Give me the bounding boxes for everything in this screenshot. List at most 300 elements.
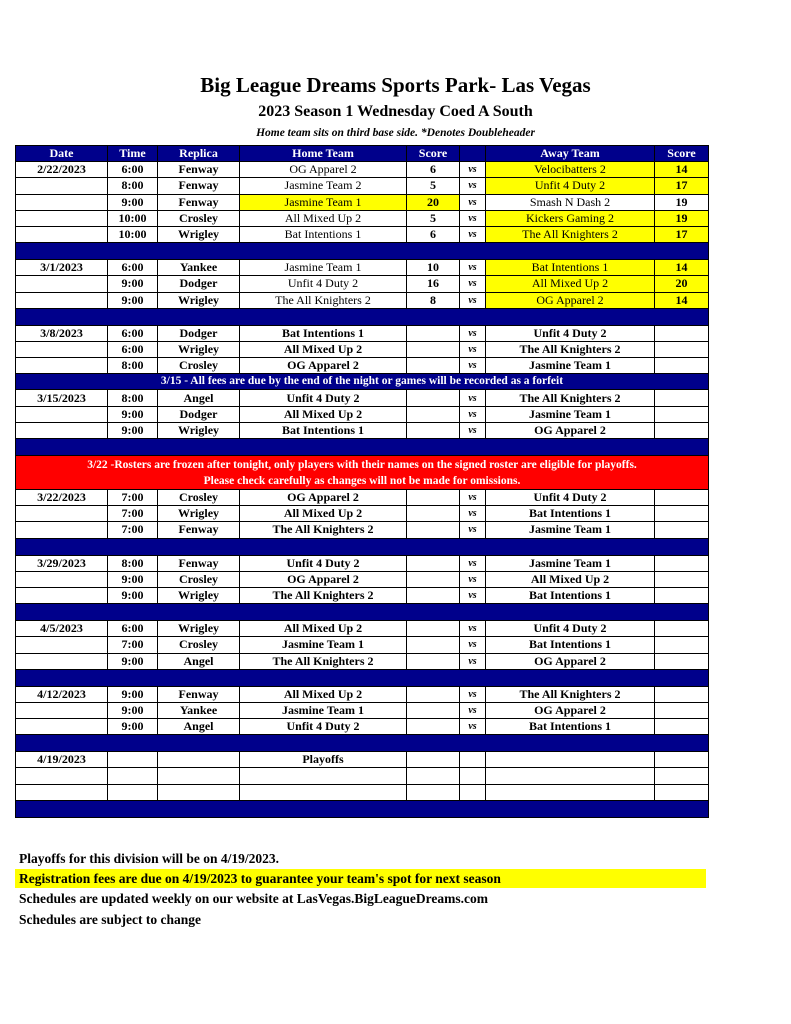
home-team: All Mixed Up 2: [240, 406, 407, 422]
blank-home: [240, 768, 407, 784]
game-time: 9:00: [108, 292, 158, 308]
game-row: [16, 390, 709, 406]
game-time: 6:00: [108, 341, 158, 357]
blank-vs: [460, 784, 486, 800]
home-score: [407, 522, 460, 538]
game-date: [16, 571, 108, 587]
home-team: The All Knighters 2: [240, 522, 407, 538]
away-team: The All Knighters 2: [486, 686, 655, 702]
game-field: Dodger: [158, 276, 240, 292]
away-team: All Mixed Up 2: [486, 276, 655, 292]
game-time: 9:00: [108, 587, 158, 603]
away-score: 14: [655, 260, 709, 276]
away-score: [655, 719, 709, 735]
home-team: All Mixed Up 2: [240, 506, 407, 522]
game-date: 3/22/2023: [16, 490, 108, 506]
game-row: [16, 522, 709, 538]
game-row: [16, 555, 709, 571]
away-score: 17: [655, 226, 709, 242]
away-score: [655, 358, 709, 374]
game-field: Crosley: [158, 637, 240, 653]
game-date: 3/29/2023: [16, 555, 108, 571]
away-score: [655, 390, 709, 406]
away-score: [655, 490, 709, 506]
game-field: Fenway: [158, 194, 240, 210]
game-date: [16, 637, 108, 653]
home-team: Playoffs: [240, 752, 407, 768]
game-time: 7:00: [108, 522, 158, 538]
page-note: Home team sits on third base side. *Denotes Doubleheader: [256, 127, 535, 139]
blank-home-score: [407, 784, 460, 800]
game-row: [16, 325, 709, 341]
home-team: Jasmine Team 1: [240, 637, 407, 653]
game-date: 4/5/2023: [16, 621, 108, 637]
header-row: [16, 146, 709, 162]
game-time: 9:00: [108, 702, 158, 718]
away-score: [655, 325, 709, 341]
header-time: Time: [108, 146, 158, 162]
blank-away-score: [655, 768, 709, 784]
game-field: Wrigley: [158, 226, 240, 242]
vs-label: vs: [460, 490, 486, 506]
separator-cell: [16, 243, 709, 260]
home-team: Jasmine Team 2: [240, 178, 407, 194]
game-row: [16, 506, 709, 522]
away-team: Jasmine Team 1: [486, 522, 655, 538]
home-team: Jasmine Team 1: [240, 260, 407, 276]
home-team: Bat Intentions 1: [240, 422, 407, 438]
game-date: 3/1/2023: [16, 260, 108, 276]
away-team: The All Knighters 2: [486, 226, 655, 242]
away-score: [655, 686, 709, 702]
game-time: 10:00: [108, 210, 158, 226]
home-score: [407, 506, 460, 522]
game-date: [16, 358, 108, 374]
game-row: [16, 719, 709, 735]
blank-field: [158, 784, 240, 800]
away-team: Unfit 4 Duty 2: [486, 490, 655, 506]
header-away-score: Score: [655, 146, 709, 162]
game-field: Wrigley: [158, 587, 240, 603]
home-team: Unfit 4 Duty 2: [240, 719, 407, 735]
home-team: OG Apparel 2: [240, 358, 407, 374]
game-date: [16, 522, 108, 538]
home-score: 20: [407, 194, 460, 210]
game-field: Dodger: [158, 325, 240, 341]
separator-row: [16, 308, 709, 325]
game-time: 9:00: [108, 719, 158, 735]
home-team: OG Apparel 2: [240, 162, 407, 178]
header-replica: Replica: [158, 146, 240, 162]
header-date: Date: [16, 146, 108, 162]
home-team: Bat Intentions 1: [240, 325, 407, 341]
game-time: 9:00: [108, 194, 158, 210]
game-time: 7:00: [108, 490, 158, 506]
vs-label: vs: [460, 325, 486, 341]
roster-alert-text: [16, 456, 709, 490]
game-date: [16, 276, 108, 292]
home-score: [407, 752, 460, 768]
away-score: 14: [655, 162, 709, 178]
separator-cell: [16, 800, 709, 817]
game-field: Angel: [158, 653, 240, 669]
away-team: OG Apparel 2: [486, 653, 655, 669]
home-score: 6: [407, 226, 460, 242]
roster-alert-line-1: 3/22 -Rosters are frozen after tonight, only players with their names on the signed roster are eligible for playoffs.: [87, 458, 637, 471]
vs-label: vs: [460, 276, 486, 292]
game-time: 10:00: [108, 226, 158, 242]
separator-row: [16, 669, 709, 686]
away-score: [655, 555, 709, 571]
game-date: [16, 406, 108, 422]
game-date: [16, 653, 108, 669]
game-time: [108, 752, 158, 768]
game-date: 3/8/2023: [16, 325, 108, 341]
blank-away: [486, 784, 655, 800]
home-score: [407, 325, 460, 341]
away-team: Velocibatters 2: [486, 162, 655, 178]
blank-date: [16, 784, 108, 800]
game-field: Wrigley: [158, 341, 240, 357]
game-field: Crosley: [158, 490, 240, 506]
vs-label: vs: [460, 555, 486, 571]
game-date: [16, 292, 108, 308]
game-time: 9:00: [108, 422, 158, 438]
game-row: [16, 162, 709, 178]
game-row: [16, 276, 709, 292]
away-team: All Mixed Up 2: [486, 571, 655, 587]
vs-label: vs: [460, 702, 486, 718]
home-team: The All Knighters 2: [240, 587, 407, 603]
separator-row: [16, 538, 709, 555]
away-score: [655, 571, 709, 587]
game-row: [16, 341, 709, 357]
game-time: 6:00: [108, 162, 158, 178]
footer-disclaimer: Schedules are subject to change: [19, 912, 201, 927]
game-row: [16, 587, 709, 603]
game-row: [16, 637, 709, 653]
game-field: Fenway: [158, 522, 240, 538]
separator-row: [16, 800, 709, 817]
game-date: [16, 341, 108, 357]
game-row: [16, 422, 709, 438]
blank-time: [108, 768, 158, 784]
vs-label: vs: [460, 637, 486, 653]
home-score: [407, 587, 460, 603]
game-date: 4/19/2023: [16, 752, 108, 768]
vs-label: vs: [460, 621, 486, 637]
blank-away: [486, 768, 655, 784]
home-score: 5: [407, 210, 460, 226]
game-field: Wrigley: [158, 422, 240, 438]
game-field: Wrigley: [158, 621, 240, 637]
game-date: [16, 702, 108, 718]
vs-label: vs: [460, 587, 486, 603]
blank-home-score: [407, 768, 460, 784]
game-date: [16, 506, 108, 522]
away-team: Bat Intentions 1: [486, 637, 655, 653]
away-score: [655, 653, 709, 669]
footer-registration: Registration fees are due on 4/19/2023 to guarantee your team's spot for next season: [15, 869, 706, 888]
game-date: 2/22/2023: [16, 162, 108, 178]
separator-cell: [16, 439, 709, 456]
game-row: [16, 358, 709, 374]
away-score: [655, 752, 709, 768]
game-row: [16, 226, 709, 242]
game-row: [16, 260, 709, 276]
away-score: [655, 522, 709, 538]
away-team: Jasmine Team 1: [486, 406, 655, 422]
away-team: Bat Intentions 1: [486, 260, 655, 276]
game-row: [16, 686, 709, 702]
game-time: 9:00: [108, 653, 158, 669]
game-time: 9:00: [108, 686, 158, 702]
home-team: The All Knighters 2: [240, 292, 407, 308]
vs-label: vs: [460, 390, 486, 406]
vs-label: vs: [460, 358, 486, 374]
home-score: 5: [407, 178, 460, 194]
separator-row: [16, 735, 709, 752]
home-score: 10: [407, 260, 460, 276]
away-score: [655, 506, 709, 522]
schedule-body: [16, 162, 709, 818]
vs-label: vs: [460, 422, 486, 438]
game-date: [16, 226, 108, 242]
away-score: 14: [655, 292, 709, 308]
home-score: [407, 358, 460, 374]
game-date: [16, 719, 108, 735]
footer-playoffs: Playoffs for this division will be on 4/19/2023.: [19, 851, 280, 866]
game-field: Wrigley: [158, 506, 240, 522]
away-score: 17: [655, 178, 709, 194]
away-team: Bat Intentions 1: [486, 587, 655, 603]
home-team: Jasmine Team 1: [240, 702, 407, 718]
home-score: 6: [407, 162, 460, 178]
home-team: All Mixed Up 2: [240, 210, 407, 226]
home-team: OG Apparel 2: [240, 571, 407, 587]
home-score: [407, 719, 460, 735]
vs-label: vs: [460, 226, 486, 242]
game-date: [16, 210, 108, 226]
away-score: [655, 587, 709, 603]
schedule-table: [15, 145, 709, 818]
home-score: [407, 490, 460, 506]
separator-cell: [16, 735, 709, 752]
home-score: [407, 621, 460, 637]
game-time: 6:00: [108, 325, 158, 341]
game-date: [16, 422, 108, 438]
game-time: 8:00: [108, 390, 158, 406]
away-score: 20: [655, 276, 709, 292]
game-time: 7:00: [108, 506, 158, 522]
game-row: [16, 292, 709, 308]
blank-away-score: [655, 784, 709, 800]
away-team: The All Knighters 2: [486, 341, 655, 357]
home-team: Bat Intentions 1: [240, 226, 407, 242]
away-team: Unfit 4 Duty 2: [486, 621, 655, 637]
blank-vs: [460, 768, 486, 784]
header-vs: [460, 146, 486, 162]
game-row: [16, 621, 709, 637]
game-time: 6:00: [108, 621, 158, 637]
game-field: Yankee: [158, 260, 240, 276]
away-team: Bat Intentions 1: [486, 506, 655, 522]
vs-label: vs: [460, 194, 486, 210]
away-team: Smash N Dash 2: [486, 194, 655, 210]
away-team: [486, 752, 655, 768]
blank-time: [108, 784, 158, 800]
game-time: 8:00: [108, 358, 158, 374]
vs-label: vs: [460, 686, 486, 702]
away-team: Unfit 4 Duty 2: [486, 178, 655, 194]
blank-date: [16, 768, 108, 784]
game-field: Yankee: [158, 702, 240, 718]
game-field: Fenway: [158, 686, 240, 702]
separator-cell: [16, 604, 709, 621]
vs-label: vs: [460, 178, 486, 194]
blank-row: [16, 784, 709, 800]
away-team: OG Apparel 2: [486, 702, 655, 718]
game-field: Wrigley: [158, 292, 240, 308]
game-field: Crosley: [158, 358, 240, 374]
away-team: Jasmine Team 1: [486, 555, 655, 571]
away-team: OG Apparel 2: [486, 292, 655, 308]
separator-cell: [16, 669, 709, 686]
game-field: Dodger: [158, 406, 240, 422]
vs-label: vs: [460, 653, 486, 669]
home-team: All Mixed Up 2: [240, 341, 407, 357]
vs-label: [460, 752, 486, 768]
away-team: Kickers Gaming 2: [486, 210, 655, 226]
game-field: [158, 752, 240, 768]
home-score: [407, 422, 460, 438]
game-time: 8:00: [108, 178, 158, 194]
game-date: [16, 587, 108, 603]
vs-label: vs: [460, 341, 486, 357]
home-team: All Mixed Up 2: [240, 686, 407, 702]
separator-row: [16, 243, 709, 260]
home-score: [407, 406, 460, 422]
home-score: [407, 702, 460, 718]
game-row: [16, 490, 709, 506]
separator-row: [16, 439, 709, 456]
home-team: All Mixed Up 2: [240, 621, 407, 637]
game-field: Crosley: [158, 210, 240, 226]
away-score: [655, 341, 709, 357]
game-date: [16, 178, 108, 194]
blank-field: [158, 768, 240, 784]
footer-website: Schedules are updated weekly on our website at LasVegas.BigLeagueDreams.com: [19, 891, 489, 906]
game-field: Angel: [158, 390, 240, 406]
away-score: [655, 621, 709, 637]
roster-alert-row: [16, 456, 709, 490]
vs-label: vs: [460, 506, 486, 522]
game-date: 3/15/2023: [16, 390, 108, 406]
game-date: [16, 194, 108, 210]
game-date: 4/12/2023: [16, 686, 108, 702]
game-row: [16, 210, 709, 226]
game-row: [16, 571, 709, 587]
away-score: [655, 702, 709, 718]
game-field: Fenway: [158, 178, 240, 194]
notice-text: 3/15 - All fees are due by the end of the night or games will be recorded as a forfeit: [16, 374, 709, 390]
separator-row: [16, 604, 709, 621]
away-score: [655, 637, 709, 653]
game-row: [16, 178, 709, 194]
home-team: Unfit 4 Duty 2: [240, 390, 407, 406]
home-team: The All Knighters 2: [240, 653, 407, 669]
game-field: Fenway: [158, 555, 240, 571]
game-row: [16, 194, 709, 210]
vs-label: vs: [460, 522, 486, 538]
game-field: Fenway: [158, 162, 240, 178]
home-score: [407, 637, 460, 653]
header-away-team: Away Team: [486, 146, 655, 162]
game-row: [16, 406, 709, 422]
home-score: 8: [407, 292, 460, 308]
away-team: OG Apparel 2: [486, 422, 655, 438]
home-team: Unfit 4 Duty 2: [240, 276, 407, 292]
game-field: Crosley: [158, 571, 240, 587]
page-subtitle: 2023 Season 1 Wednesday Coed A South: [258, 103, 533, 120]
game-time: 8:00: [108, 555, 158, 571]
blank-row: [16, 768, 709, 784]
game-time: 9:00: [108, 276, 158, 292]
vs-label: vs: [460, 719, 486, 735]
game-time: 9:00: [108, 406, 158, 422]
game-row: [16, 653, 709, 669]
home-score: [407, 653, 460, 669]
blank-home: [240, 784, 407, 800]
page-title: Big League Dreams Sports Park- Las Vegas: [200, 73, 591, 97]
notice-row: [16, 374, 709, 390]
away-team: Bat Intentions 1: [486, 719, 655, 735]
vs-label: vs: [460, 210, 486, 226]
away-score: [655, 422, 709, 438]
home-score: [407, 555, 460, 571]
vs-label: vs: [460, 162, 486, 178]
home-score: [407, 571, 460, 587]
vs-label: vs: [460, 571, 486, 587]
home-score: [407, 390, 460, 406]
away-team: Unfit 4 Duty 2: [486, 325, 655, 341]
game-row: [16, 702, 709, 718]
game-time: 9:00: [108, 571, 158, 587]
vs-label: vs: [460, 292, 486, 308]
header-home-score: Score: [407, 146, 460, 162]
home-score: 16: [407, 276, 460, 292]
away-score: 19: [655, 194, 709, 210]
away-team: The All Knighters 2: [486, 390, 655, 406]
game-time: 7:00: [108, 637, 158, 653]
home-team: OG Apparel 2: [240, 490, 407, 506]
separator-cell: [16, 308, 709, 325]
away-score: 19: [655, 210, 709, 226]
home-team: Jasmine Team 1: [240, 194, 407, 210]
vs-label: vs: [460, 406, 486, 422]
game-field: Angel: [158, 719, 240, 735]
game-row: [16, 752, 709, 768]
vs-label: vs: [460, 260, 486, 276]
game-time: 6:00: [108, 260, 158, 276]
separator-cell: [16, 538, 709, 555]
roster-alert-line-2: Please check carefully as changes will not be made for omissions.: [203, 474, 521, 487]
header-home-team: Home Team: [240, 146, 407, 162]
away-team: Jasmine Team 1: [486, 358, 655, 374]
home-score: [407, 686, 460, 702]
home-score: [407, 341, 460, 357]
away-score: [655, 406, 709, 422]
